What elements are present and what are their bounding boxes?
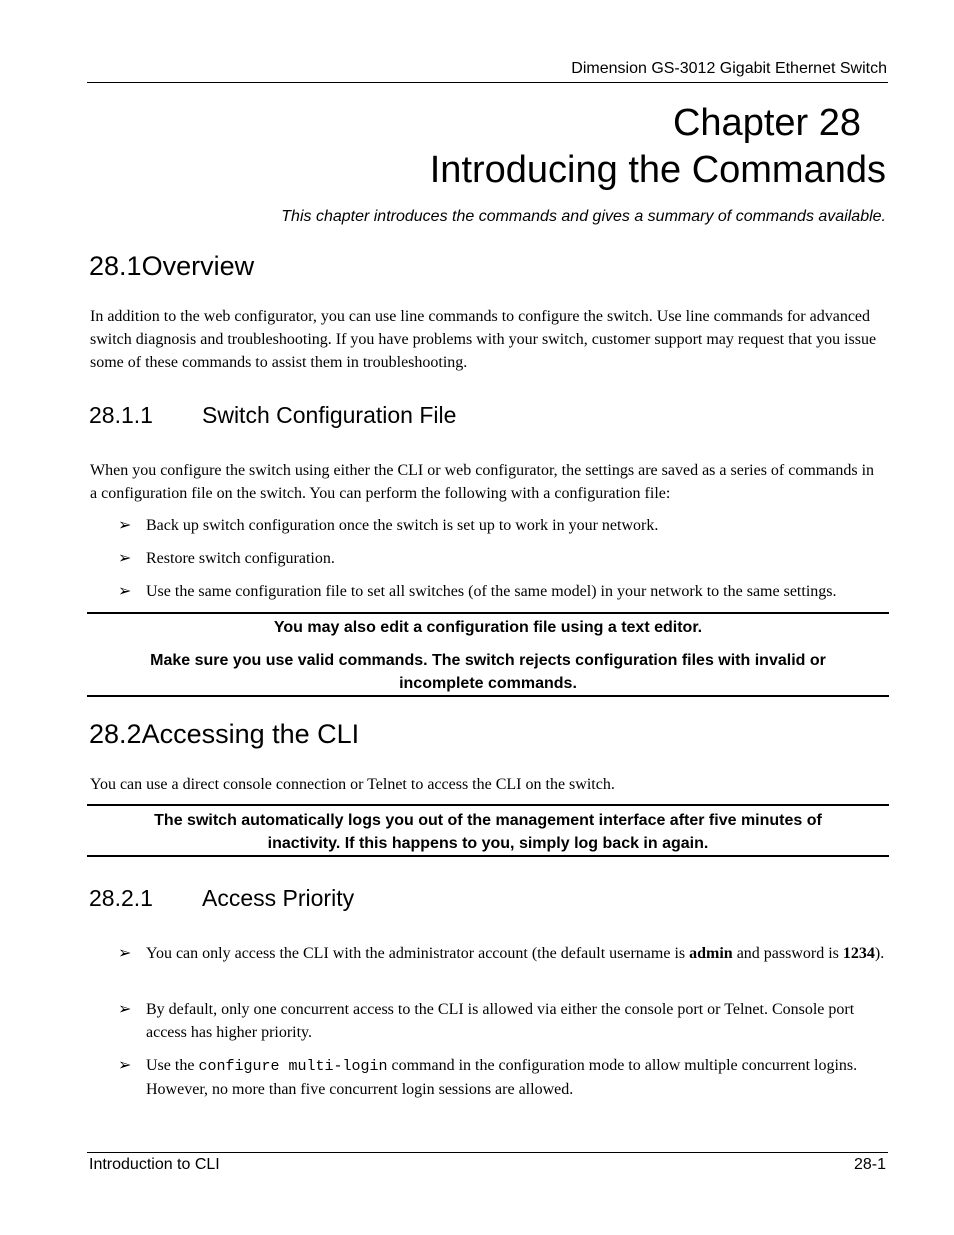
command-code: configure multi-login: [198, 1058, 388, 1075]
arrow-bullet-icon: ➢: [118, 517, 132, 534]
page-number: 28-1: [853, 1156, 886, 1173]
subsection-number: 28.2.1: [89, 885, 153, 911]
text-run: ).: [874, 945, 885, 962]
text-run: You can only access the CLI with the administrator account (the default username is: [146, 945, 690, 962]
list-item: [118, 580, 888, 603]
text-run: Use the: [146, 1057, 199, 1074]
note-text: You may also edit a configuration file using a text editor.: [273, 619, 703, 636]
list-item: [118, 514, 888, 537]
arrow-bullet-icon: ➢: [118, 550, 132, 567]
list-item-text: By default, only one concurrent access to the CLI is allowed via either the console port or Telnet. Console port access has higher priority.: [146, 1001, 855, 1041]
list-item-text: [146, 1054, 888, 1101]
subsection-heading-config-file: [89, 402, 456, 429]
accessing-paragraph: You can use a direct console connection or Telnet to access the CLI on the switch.: [90, 776, 615, 793]
chapter-title: Introducing the Commands: [429, 149, 886, 191]
section-heading-accessing-cli: [89, 719, 359, 750]
subsection-title: Access Priority: [202, 885, 355, 911]
list-item: [118, 998, 888, 1044]
footer-rule: [87, 1152, 888, 1153]
section-heading-overview: [89, 251, 254, 282]
list-item: [118, 1054, 888, 1101]
note-text: The switch automatically logs you out of the management interface after five minutes of inactivity. If this happens to you, simply log back in again.: [154, 812, 822, 852]
default-password: 1234: [842, 945, 875, 962]
list-item: [118, 547, 888, 570]
note-bottom-rule: [87, 695, 889, 697]
arrow-bullet-icon: ➢: [118, 1001, 132, 1018]
section-number: 28.1: [89, 251, 142, 281]
section-title: Accessing the CLI: [141, 719, 360, 749]
subsection-heading-access-priority: [89, 885, 354, 912]
note-bottom-rule: [87, 855, 889, 857]
chapter-number: Chapter 28: [672, 102, 861, 144]
arrow-bullet-icon: ➢: [118, 583, 132, 600]
config-file-paragraph: When you configure the switch using either the CLI or web configurator, the settings are saved as a series of commands in a configuration file on the switch. You can perform the following with a configuration file:: [90, 462, 875, 502]
text-run: and password is: [732, 945, 843, 962]
section-number: 28.2: [89, 719, 142, 749]
overview-paragraph: In addition to the web configurator, you can use line commands to configure the switch. Use line commands for advanced switch diagnosis and troubleshooting. If you have problems with your switch, customer support may request that you issue some of these commands to assist them in troubleshooting.: [90, 308, 877, 371]
header-rule: [87, 82, 888, 83]
note-text: Make sure you use valid commands. The switch rejects configuration files with invalid or incomplete commands.: [150, 652, 826, 692]
note-top-rule: [87, 804, 889, 806]
list-item: [118, 942, 888, 965]
text-run: command in the configuration mode to allow multiple concurrent logins. However, no more than five concurrent login sessions are allowed.: [146, 1057, 858, 1098]
list-item-text: [146, 942, 888, 965]
chapter-intro: This chapter introduces the commands and gives a summary of commands available.: [281, 208, 886, 225]
default-username: admin: [689, 945, 733, 962]
note-top-rule: [87, 612, 889, 614]
running-header: Dimension GS-3012 Gigabit Ethernet Switch: [571, 60, 887, 77]
arrow-bullet-icon: ➢: [118, 1057, 132, 1074]
list-item-text: Use the same configuration file to set all switches (of the same model) in your network to the same settings.: [146, 583, 837, 600]
footer-chapter-name: Introduction to CLI: [89, 1156, 220, 1173]
list-item-text: Back up switch configuration once the switch is set up to work in your network.: [146, 517, 659, 534]
section-title: Overview: [141, 251, 255, 281]
list-item-text: Restore switch configuration.: [146, 550, 335, 567]
subsection-title: Switch Configuration File: [202, 402, 457, 428]
arrow-bullet-icon: ➢: [118, 945, 132, 962]
subsection-number: 28.1.1: [89, 402, 153, 428]
